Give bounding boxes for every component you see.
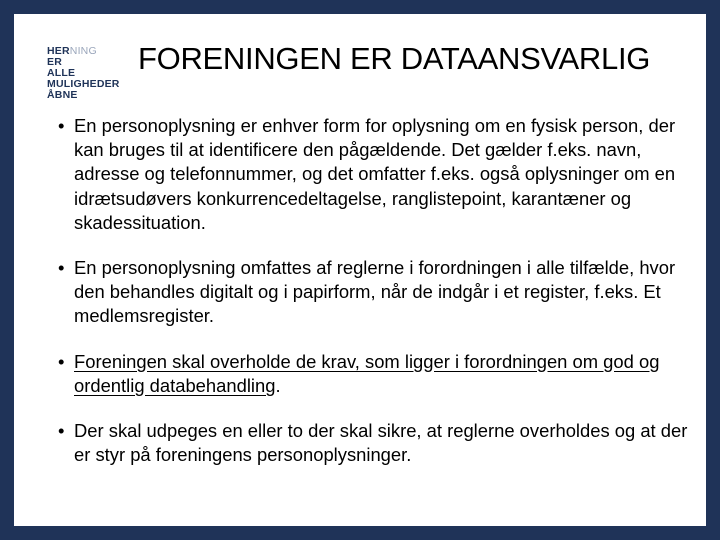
logo-text: ÅBNE	[47, 89, 78, 101]
bullet-dot: •	[58, 420, 65, 442]
bullet-text: En personoplysning er enhver form for oplysning om en fysisk person, der kan bruges til at identificere den pågældende. Det gælder f.eks. navn, adresse og telefonnummer, og det omfatter f.eks. også oplysninger om en idrætsudøvers konkurrencedeltagelse, ranglistepoint, karantæner og skadessituation.	[74, 115, 676, 233]
bullet-dot: •	[58, 257, 65, 279]
logo-text: HER	[47, 45, 70, 57]
logo-text-light: NING	[69, 45, 97, 57]
bullet-suffix: .	[275, 374, 281, 396]
slide	[14, 14, 706, 526]
bullet-item	[58, 114, 688, 235]
bullet-dot: •	[58, 350, 65, 372]
bullet-list	[58, 114, 688, 488]
bullet-item	[58, 256, 688, 329]
logo-text: ALLE	[47, 67, 76, 79]
logo-text: MULIGHEDER	[47, 78, 120, 90]
logo-line	[47, 90, 120, 101]
logo-text: ER	[47, 56, 62, 68]
herning-logo	[47, 46, 120, 101]
bullet-text: En personoplysning omfattes af reglerne i forordningen i alle tilfælde, hvor den behandles digitalt og i papirform, når de indgår i et register, f.eks. Et medlemsregister.	[74, 257, 676, 327]
bullet-link[interactable]: Foreningen skal overholde de krav, som ligger i forordningen om god og ordentlig databehandling	[74, 350, 660, 396]
bullet-text: Der skal udpeges en eller to der skal sikre, at reglerne overholdes og at der er styr på foreningens personoplysninger.	[74, 420, 688, 466]
bullet-item	[58, 419, 688, 467]
slide-title: FORENINGEN ER DATAANSVARLIG	[138, 41, 651, 76]
bullet-item	[58, 350, 688, 398]
bullet-dot: •	[58, 115, 65, 136]
